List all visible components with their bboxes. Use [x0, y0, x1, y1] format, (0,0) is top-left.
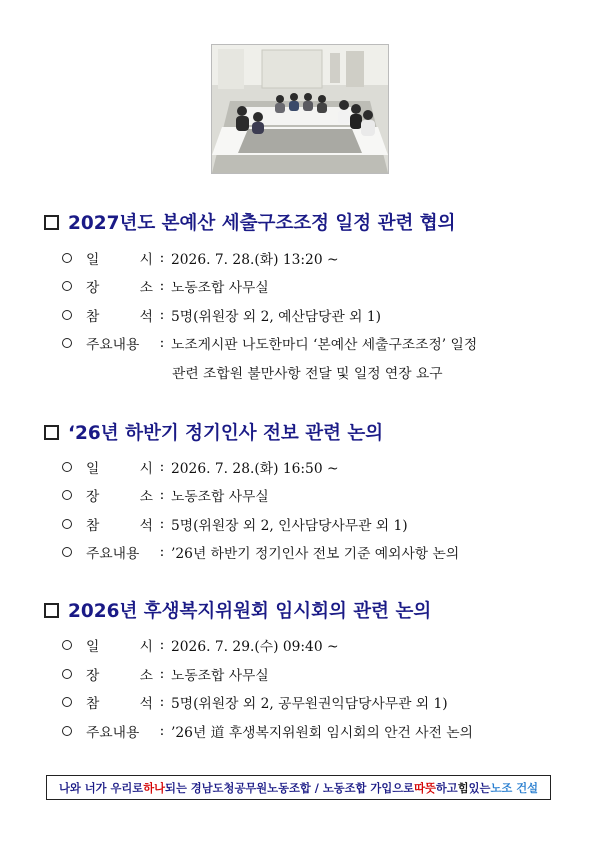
section-title-text: ‘26년 하반기 정기인사 전보 관련 논의 [68, 423, 384, 444]
slogan-part: 되는 경남도청공무원노동조합 / 노동조합 가입으로 [165, 781, 415, 795]
separator: : [159, 723, 165, 739]
content-value-line-1: ’26년 道 후생복지위원회 임시회의 안건 사전 논의 [171, 725, 473, 741]
attendance-row [62, 690, 448, 714]
content-value-line-1: 노조게시판 나도한마디 ‘본예산 세출구조조정’ 일정 [171, 337, 478, 353]
separator: : [159, 278, 165, 294]
circle-bullet-icon [62, 462, 72, 472]
date-row [62, 633, 339, 657]
date-label: 일 시 [86, 639, 153, 655]
circle-bullet-icon [62, 253, 72, 263]
content-row [62, 331, 477, 355]
place-label: 장 소 [86, 668, 153, 684]
attendance-row [62, 512, 408, 536]
separator: : [159, 459, 165, 475]
place-value: 노동조합 사무실 [171, 489, 269, 505]
date-value: 2026. 7. 29.(수) 09:40 ~ [171, 639, 339, 655]
circle-bullet-icon [62, 547, 72, 557]
content-row [62, 540, 459, 564]
place-label: 장 소 [86, 280, 153, 296]
separator: : [159, 516, 165, 532]
separator: : [159, 307, 165, 323]
section-title-text: 2027년도 본예산 세출구조조정 일정 관련 협의 [68, 213, 456, 234]
slogan-part: 노조 건설 [490, 781, 539, 795]
slogan-part: 나와 너가 우리로 [58, 781, 144, 795]
separator: : [159, 335, 165, 351]
attendance-value: 5명(위원장 외 2, 예산담당관 외 1) [171, 309, 382, 325]
date-value: 2026. 7. 28.(화) 13:20 ~ [171, 252, 339, 268]
separator: : [159, 487, 165, 503]
attendance-row [62, 303, 381, 327]
separator: : [159, 694, 165, 710]
content-value-line-1: ’26년 하반기 정기인사 전보 기준 예외사항 논의 [171, 546, 460, 562]
separator: : [159, 544, 165, 560]
circle-bullet-icon [62, 669, 72, 679]
slogan-part: 힘 [457, 781, 469, 795]
content-value-line-2: 관련 조합원 불만사항 전달 및 일정 연장 요구 [172, 366, 443, 382]
section-1-title [44, 209, 456, 235]
circle-bullet-icon [62, 640, 72, 650]
content-label: 주요내용 [86, 725, 140, 741]
footer-slogan [46, 775, 551, 800]
content-label: 주요내용 [86, 337, 140, 353]
slogan-part: 하고 [435, 781, 458, 795]
circle-bullet-icon [62, 519, 72, 529]
slogan-part: 하나 [143, 781, 166, 795]
section-3-title [44, 597, 431, 623]
place-value: 노동조합 사무실 [171, 280, 269, 296]
separator: : [159, 637, 165, 653]
separator: : [159, 250, 165, 266]
attendance-value: 5명(위원장 외 2, 공무원권익담당사무관 외 1) [171, 696, 448, 712]
circle-bullet-icon [62, 490, 72, 500]
checkbox-square-icon [44, 425, 59, 440]
meeting-photo-illustration [212, 45, 388, 173]
section-2-title [44, 419, 383, 445]
place-row [62, 662, 269, 686]
slogan-part: 따뜻 [414, 781, 436, 795]
circle-bullet-icon [62, 281, 72, 291]
date-value: 2026. 7. 28.(화) 16:50 ~ [171, 461, 339, 477]
attendance-value: 5명(위원장 외 2, 인사담당사무관 외 1) [171, 518, 408, 534]
place-row [62, 483, 269, 507]
separator: : [159, 666, 165, 682]
place-value: 노동조합 사무실 [171, 668, 269, 684]
section-title-text: 2026년 후생복지위원회 임시회의 관련 논의 [68, 601, 432, 622]
checkbox-square-icon [44, 215, 59, 230]
place-row [62, 274, 269, 298]
meeting-photo [211, 44, 389, 174]
circle-bullet-icon [62, 726, 72, 736]
date-label: 일 시 [86, 461, 153, 477]
content-row [62, 719, 473, 743]
checkbox-square-icon [44, 603, 59, 618]
attendance-label: 참 석 [86, 518, 153, 534]
content-label: 주요내용 [86, 546, 140, 562]
attendance-label: 참 석 [86, 309, 153, 325]
date-label: 일 시 [86, 252, 153, 268]
slogan-part: 있는 [468, 781, 491, 795]
place-label: 장 소 [86, 489, 153, 505]
date-row [62, 246, 339, 270]
circle-bullet-icon [62, 310, 72, 320]
circle-bullet-icon [62, 338, 72, 348]
date-row [62, 455, 339, 479]
circle-bullet-icon [62, 697, 72, 707]
attendance-label: 참 석 [86, 696, 153, 712]
